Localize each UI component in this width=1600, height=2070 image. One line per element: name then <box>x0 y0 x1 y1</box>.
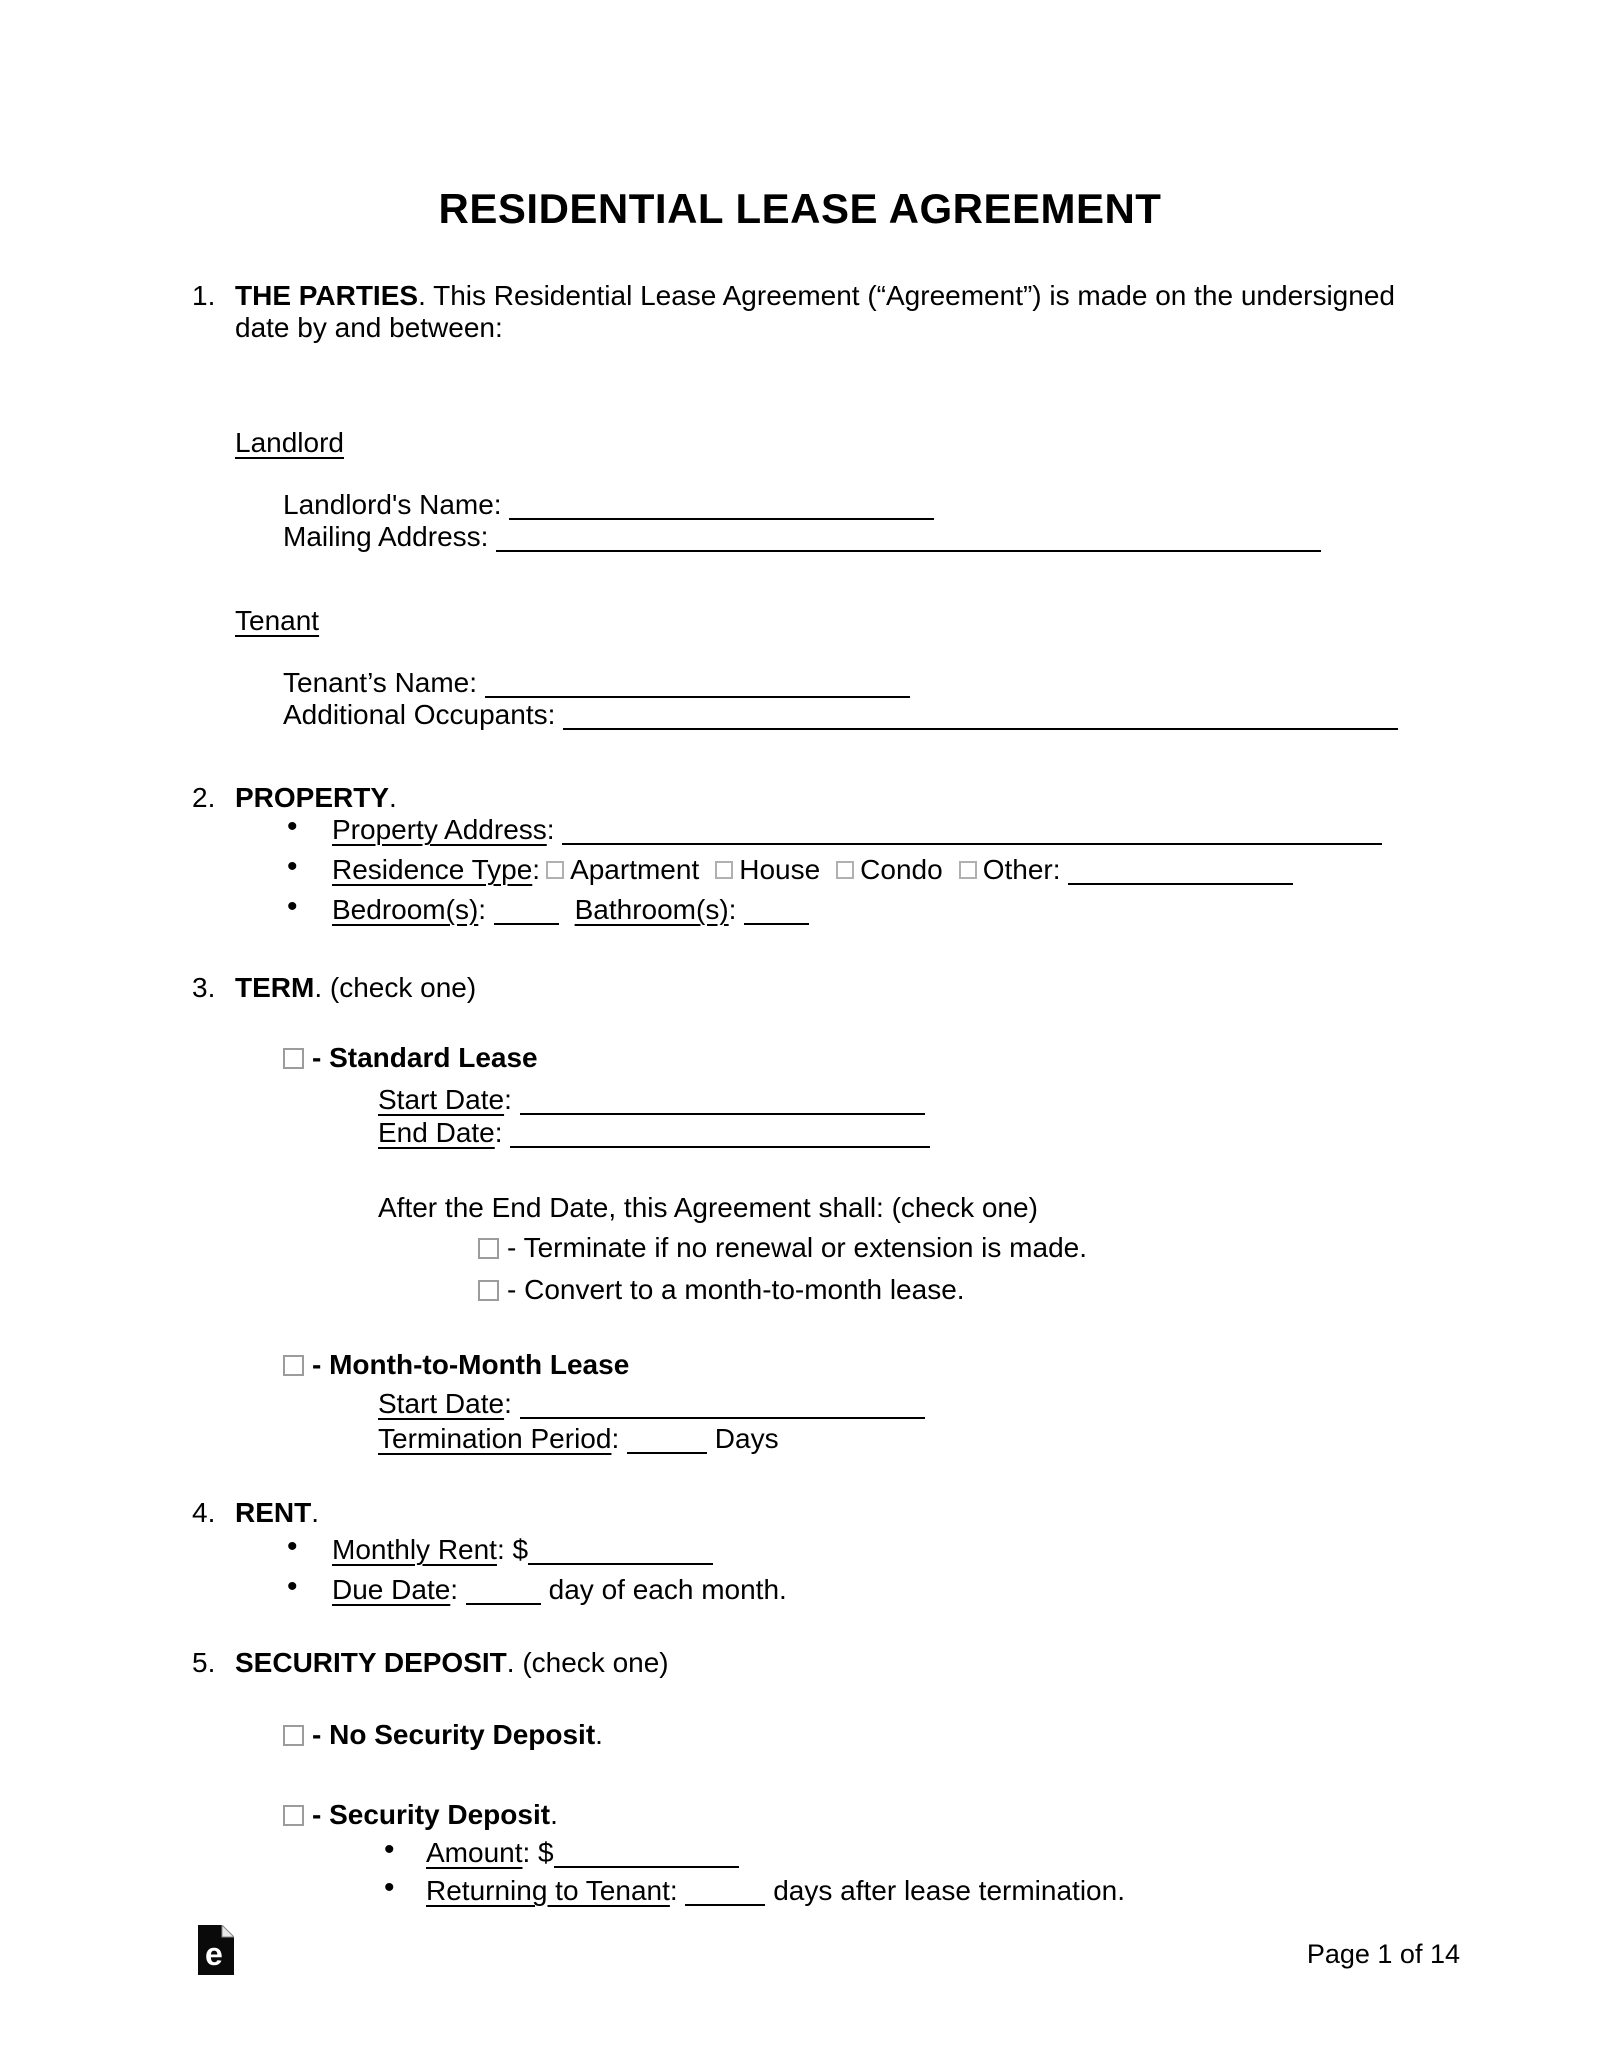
section-property-heading: PROPERTY <box>235 782 390 813</box>
bullet-icon: • <box>287 1570 298 1603</box>
tenant-subheading: Tenant <box>235 605 320 636</box>
page-title: RESIDENTIAL LEASE AGREEMENT <box>438 185 1162 232</box>
standard-lease-checkbox[interactable] <box>283 1048 304 1069</box>
mtm-start-date-row <box>0 1387 1600 1420</box>
standard-start-date-row <box>0 1083 1600 1116</box>
bedrooms-blank-field[interactable] <box>494 905 559 925</box>
bedrooms-bathrooms-row <box>0 890 1600 926</box>
section-rent-heading-suffix: . <box>311 1497 320 1528</box>
residence-house-label: House <box>739 854 821 885</box>
mailing-address-label: Mailing Address: <box>283 521 489 552</box>
no-security-deposit-row <box>0 1719 1600 1751</box>
colon: : <box>450 1574 459 1605</box>
section-number: 1. <box>192 280 216 311</box>
tenant-subheading-row <box>0 605 1600 637</box>
eforms-logo <box>198 1925 234 1975</box>
colon: : <box>478 894 487 925</box>
returning-to-tenant-label: Returning to Tenant <box>426 1875 670 1906</box>
landlord-subheading-row <box>0 427 1600 459</box>
property-address-label: Property Address <box>332 814 547 845</box>
bathrooms-blank-field[interactable] <box>744 905 809 925</box>
colon: : <box>546 814 555 845</box>
bullet-icon: • <box>287 1530 298 1563</box>
returning-suffix: days after lease termination. <box>773 1875 1125 1906</box>
landlord-name-row <box>0 489 1600 521</box>
section-parties-intro <box>0 280 1600 344</box>
colon: : <box>504 1388 512 1419</box>
deposit-amount-blank-field[interactable] <box>554 1848 739 1868</box>
bullet-icon: • <box>384 1833 395 1866</box>
returning-to-tenant-row <box>0 1871 1600 1907</box>
month-to-month-option-row <box>0 1349 1600 1381</box>
section-parties-text: . This Residential Lease Agreement (“Agreement”) is made on the undersigned date by and between: <box>235 280 1395 343</box>
bullet-icon: • <box>287 810 298 843</box>
residence-type-row <box>0 850 1600 886</box>
bathrooms-label: Bathroom(s) <box>574 894 729 925</box>
due-date-blank-field[interactable] <box>466 1585 541 1605</box>
residence-condo-label: Condo <box>860 854 943 885</box>
security-deposit-label: - Security Deposit <box>312 1799 551 1830</box>
section-number: 3. <box>192 972 216 1003</box>
section-deposit-heading: SECURITY DEPOSIT <box>235 1647 507 1678</box>
section-property-heading-row <box>0 782 1600 814</box>
days-suffix: Days <box>714 1423 779 1454</box>
terminate-label: - Terminate if no renewal or extension is made. <box>507 1232 1087 1263</box>
property-address-row <box>0 810 1600 846</box>
terminate-checkbox[interactable] <box>478 1238 499 1259</box>
start-date-label: Start Date <box>378 1084 505 1115</box>
monthly-rent-row <box>0 1530 1600 1566</box>
property-address-blank-field[interactable] <box>562 825 1382 845</box>
mtm-start-date-blank-field[interactable] <box>520 1399 925 1419</box>
section-term-heading-row <box>0 972 1600 1004</box>
currency-prefix: : $ <box>522 1837 554 1868</box>
residence-apartment-checkbox[interactable] <box>546 861 564 879</box>
section-rent-heading: RENT <box>235 1497 312 1528</box>
tenant-name-label: Tenant’s Name: <box>283 667 478 698</box>
section-deposit-heading-row <box>0 1647 1600 1679</box>
convert-label: - Convert to a month-to-month lease. <box>507 1274 965 1305</box>
residence-other-label: Other: <box>982 854 1061 885</box>
period: . <box>595 1719 603 1750</box>
security-deposit-checkbox[interactable] <box>283 1805 304 1826</box>
standard-end-date-row <box>0 1116 1600 1149</box>
period: . <box>550 1799 558 1830</box>
section-parties-heading: THE PARTIES <box>235 280 419 311</box>
page-number: Page 1 of 14 <box>1306 1939 1460 1969</box>
no-security-deposit-checkbox[interactable] <box>283 1725 304 1746</box>
currency-prefix: : $ <box>496 1534 529 1565</box>
deposit-amount-label: Amount <box>426 1837 523 1868</box>
bullet-icon: • <box>287 890 298 923</box>
security-deposit-row <box>0 1799 1600 1831</box>
mailing-address-row <box>0 521 1600 553</box>
standard-end-date-blank-field[interactable] <box>510 1128 930 1148</box>
after-end-date-row <box>0 1192 1600 1224</box>
section-number: 5. <box>192 1647 216 1678</box>
after-end-date-text: After the End Date, this Agreement shall: (check one) <box>378 1192 1038 1223</box>
landlord-name-blank-field[interactable] <box>509 500 934 520</box>
terminate-option-row <box>0 1232 1600 1264</box>
due-date-row <box>0 1570 1600 1606</box>
colon: : <box>504 1084 512 1115</box>
residence-type-label: Residence Type <box>332 854 533 885</box>
residence-apartment-label: Apartment <box>570 854 700 885</box>
section-number: 4. <box>192 1497 216 1528</box>
convert-option-row <box>0 1274 1600 1306</box>
residence-condo-checkbox[interactable] <box>836 861 854 879</box>
standard-start-date-blank-field[interactable] <box>520 1095 925 1115</box>
termination-period-label: Termination Period <box>378 1423 612 1454</box>
landlord-subheading: Landlord <box>235 427 344 458</box>
section-term-heading-suffix: . (check one) <box>314 972 477 1003</box>
tenant-name-row <box>0 667 1600 699</box>
colon: : <box>494 1117 503 1148</box>
colon: : <box>532 854 541 885</box>
bedrooms-label: Bedroom(s) <box>332 894 479 925</box>
residence-other-checkbox[interactable] <box>959 861 977 879</box>
residence-other-blank-field[interactable] <box>1068 865 1293 885</box>
monthly-rent-blank-field[interactable] <box>528 1545 713 1565</box>
termination-period-row <box>0 1422 1600 1455</box>
returning-to-tenant-blank-field[interactable] <box>685 1886 765 1906</box>
colon: : <box>728 894 737 925</box>
bullet-icon: • <box>384 1871 395 1904</box>
additional-occupants-row <box>0 699 1600 731</box>
section-rent-heading-row <box>0 1497 1600 1529</box>
month-to-month-label: - Month-to-Month Lease <box>312 1349 630 1380</box>
month-to-month-checkbox[interactable] <box>283 1355 304 1376</box>
landlord-name-label: Landlord's Name: <box>283 489 502 520</box>
additional-occupants-blank-field[interactable] <box>563 710 1398 730</box>
colon: : <box>669 1875 678 1906</box>
section-property-heading-suffix: . <box>389 782 397 813</box>
section-number: 2. <box>192 782 216 813</box>
monthly-rent-label: Monthly Rent <box>332 1534 497 1565</box>
standard-lease-option-row <box>0 1042 1600 1074</box>
termination-period-blank-field[interactable] <box>627 1434 707 1454</box>
convert-checkbox[interactable] <box>478 1280 499 1301</box>
residence-house-checkbox[interactable] <box>715 861 733 879</box>
eforms-logo-letter: e <box>205 1936 223 1972</box>
section-term-heading: TERM <box>235 972 315 1003</box>
no-security-deposit-label: - No Security Deposit <box>312 1719 596 1750</box>
additional-occupants-label: Additional Occupants: <box>283 699 556 730</box>
tenant-name-blank-field[interactable] <box>485 678 910 698</box>
bullet-icon: • <box>287 850 298 883</box>
due-date-suffix: day of each month. <box>548 1574 787 1605</box>
mailing-address-blank-field[interactable] <box>496 532 1321 552</box>
standard-lease-label: - Standard Lease <box>312 1042 538 1073</box>
end-date-label: End Date <box>378 1117 495 1148</box>
deposit-amount-row <box>0 1833 1600 1869</box>
due-date-label: Due Date <box>332 1574 451 1605</box>
start-date-label: Start Date <box>378 1388 505 1419</box>
section-deposit-heading-suffix: . (check one) <box>506 1647 669 1678</box>
colon: : <box>611 1423 620 1454</box>
